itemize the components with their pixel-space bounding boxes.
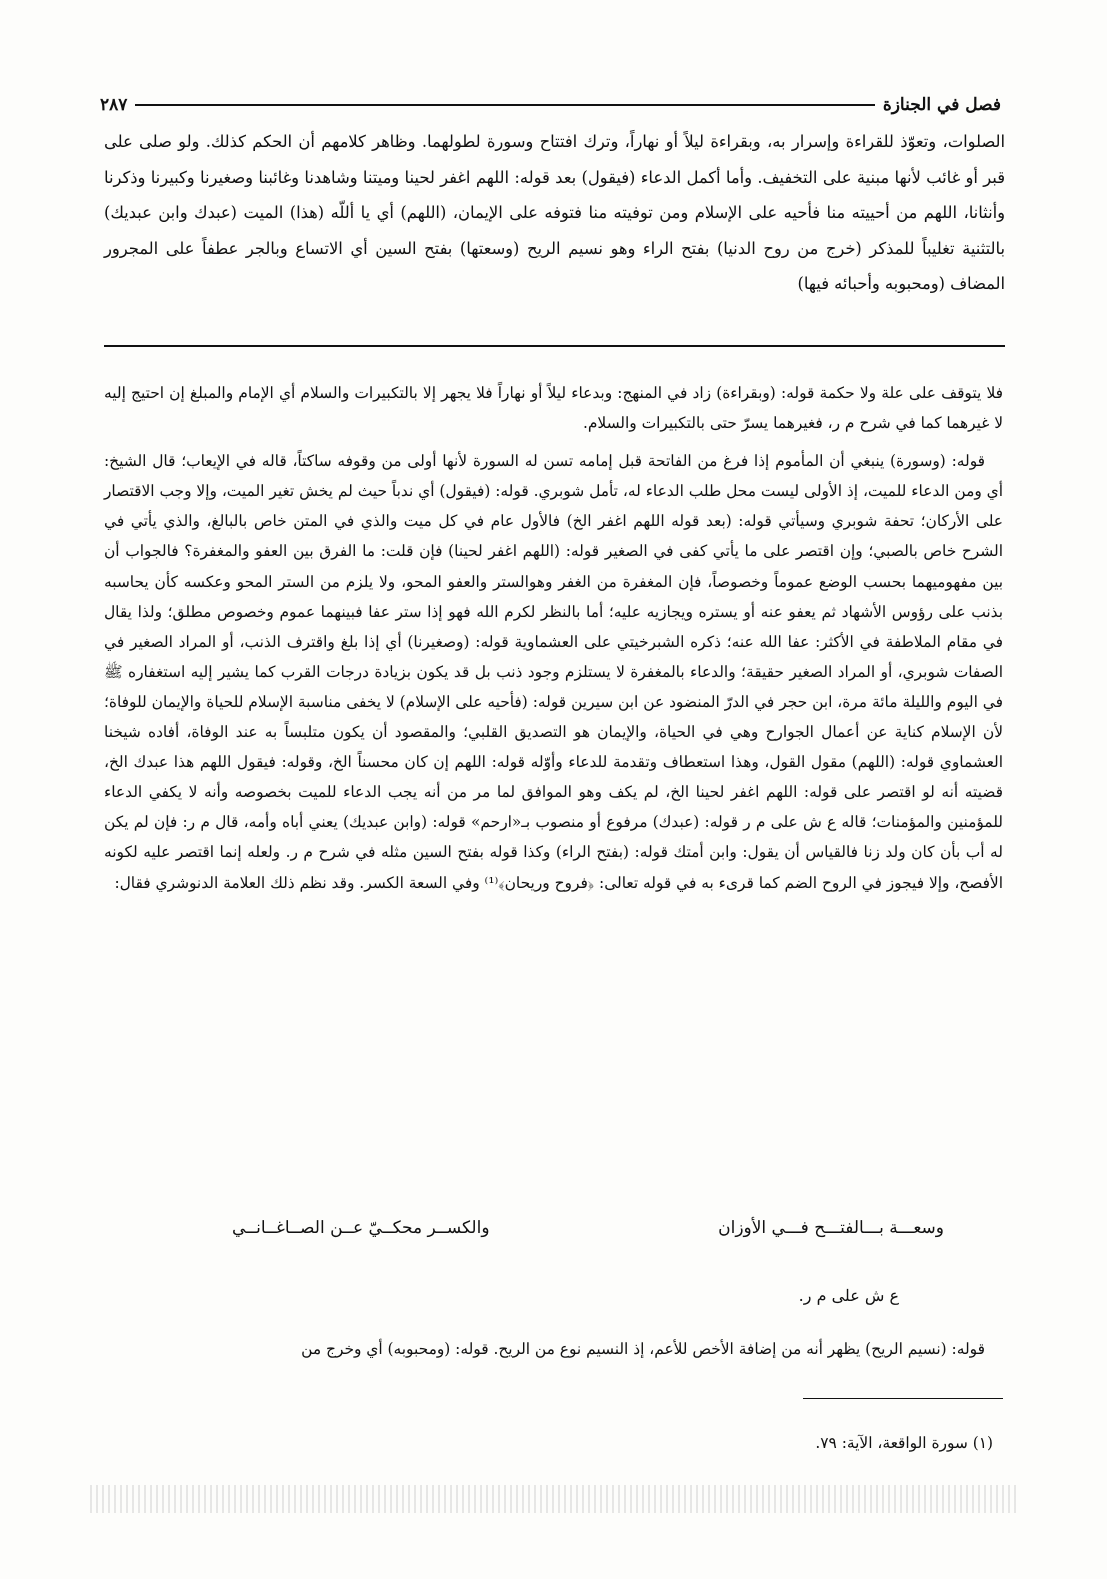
- separator-rule: [104, 345, 1005, 347]
- verse-right-hemistich: وسعـــة بـــالفتـــح فـــي الأوزان: [718, 1218, 944, 1238]
- running-title: فصل في الجنازة: [882, 95, 1001, 115]
- scan-noise: [90, 1485, 1017, 1513]
- closing-paragraph: قوله: (نسيم الريح) يظهر أنه من إضافة الأخص للأعم، إذ النسيم نوع من الريح. قوله: (ومحبوبه) أي وخرج من: [301, 1340, 985, 1358]
- verse-line: [232, 1218, 944, 1238]
- page-number: ٢٨٧: [100, 95, 128, 115]
- header-rule: [135, 104, 874, 106]
- commentary-paragraph: فلا يتوقف على علة ولا حكمة قوله: (وبقراءة) زاد في المنهج: وبدعاء ليلاً أو نهاراً فلا يجهر إلا بالتكبيرات والسلام أي الإمام والمبلغ إن احتيج إليه لا غيرهما كما في شرح م ر، فغيرهما يسرّ حتى بالتكبيرات والسلام.: [104, 384, 1003, 433]
- footnote-rule: [803, 1398, 1003, 1399]
- verse-attribution: ع ش على م ر.: [798, 1286, 899, 1305]
- commentary-paragraph: قوله: (وسورة) ينبغي أن المأموم إذا فرغ من الفاتحة قبل إمامه تسن له السورة لأنها أولى من وقوفه ساكتاً، قاله في الإيعاب؛ قال الشيخ: أي ومن الدعاء للميت، إذ الأولى ليست محل طلب الدعاء له، تأمل شوبري. قوله: (فيقول) أي ندباً حيث لم يخش تغير الميت، وإلا وجب الاقتصار على الأركان؛ تحفة شوبري وسيأتي قوله: (بعد قوله اللهم اغفر الخ) فالأول عام في كل ميت والذي في المتن خاص بالبالغ، والذي يأتي في الشرح خاص بالصبي؛ وإن اقتصر على ما يأتي كفى في الصغير قوله: (اللهم اغفر لحينا) فإن قلت: ما الفرق بين العفو والمغفرة؟ فالجواب أن بين مفهوميهما بحسب الوضع عموماً وخصوصاً، فإن المغفرة من الغفر وهوالستر والعفو المحو، ولا يلزم من الستر المحو وعكسه كأن يحاسبه بذنب على رؤوس الأشهاد ثم يعفو عنه أو يستره ويجازيه عليه؛ أما بالنظر لكرم الله فهو إذا ستر عفا فبينهما عموم وخصوص مطلق؛ ولذا يقال في مقام الملاطفة في الأكثر: عفا الله عنه؛ ذكره الشبرخيتي على العشماوية قوله: (وصغيرنا) أي إذا بلغ واقترف الذنب، أو المراد الصغير في الصفات شوبري، أو المراد الصغير حقيقة؛ والدعاء بالمغفرة لا يستلزم وجود ذنب بل قد يكون بزيادة درجات القرب كما يشير إليه استغفاره ﷺ في اليوم والليلة مائة مرة، ابن حجر في الدرّ المنضود عن ابن سيرين قوله: (فأحيه على الإسلام) لا يخفى مناسبة الإسلام للحياة والإيمان للوفاة؛ لأن الإسلام كناية عن أعمال الجوارح وهي في الحياة، والإيمان هو التصديق القلبي؛ والمقصود أن يكون متلبساً به عند الوفاة، أفاده شيخنا العشماوي قوله: (اللهم) مقول القول، وهذا استعطاف وتقدمة للدعاء وأوّله قوله: اللهم إن كان محسناً الخ، وقوله: فيقول اللهم هذا عبدك الخ، قضيته أنه لو اقتصر على قوله: اللهم اغفر لحينا الخ، لم يكف وهو الموافق لما مر من أنه يجب الدعاء للميت بخصوصه وأنه لا يكفي الدعاء للمؤمنين والمؤمنات؛ قاله ع ش على م ر قوله: (عبدك) مرفوع أو منصوب بـ«ارحم» قوله: (وابن عبديك) يعني أباه وأمه، قال م ر: فإن لم يكن له أب بأن كان ولد زنا فالقياس أن يقول: وابن أمتك قوله: (بفتح الراء) وكذا قوله بفتح السين مثله في شرح م ر. ولعله إنما اقتصر عليه لكونه الأفصح، وإلا فيجوز في الروح الضم كما قرىء به في قوله تعالى: ﴿فروح وريحان﴾⁽¹⁾ وفي السعة الكسر. وقد نظم ذلك العلامة الدنوشري فقال:: [104, 452, 1003, 892]
- commentary: [104, 378, 1003, 898]
- main-text: الصلوات، وتعوّذ للقراءة وإسرار به، وبقراءة ليلاً أو نهاراً، وترك افتتاح وسورة لطولهما. وظاهر كلامهم أن الحكم كذلك. ولو صلى على قبر أو غائب لأنها مبنية على التخفيف. وأما أكمل الدعاء (فيقول) بعد قوله: اللهم اغفر لحينا وميتنا وشاهدنا وغائبنا وصغيرنا وكبيرنا وذكرنا وأنثانا، اللهم من أحييته منا فأحيه على الإسلام ومن توفيته منا فتوفه على الإيمان، (اللهم) أي يا أللّه (هذا) الميت (عبدك وابن عبديك) بالتثنية تغليباً للمذكر (خرج من روح الدنيا) بفتح الراء وهو نسيم الريح (وسعتها) بفتح السين أي الاتساع وبالجر عطفاً على المجرور المضاف (ومحبوبه وأحبائه فيها): [104, 132, 1005, 293]
- running-header: [100, 92, 1001, 118]
- verse-left-hemistich: والكســر محكــيّ عــن الصــاغــانــي: [232, 1218, 490, 1238]
- footnote: (١) سورة الواقعة، الآية: ٧٩.: [815, 1434, 993, 1452]
